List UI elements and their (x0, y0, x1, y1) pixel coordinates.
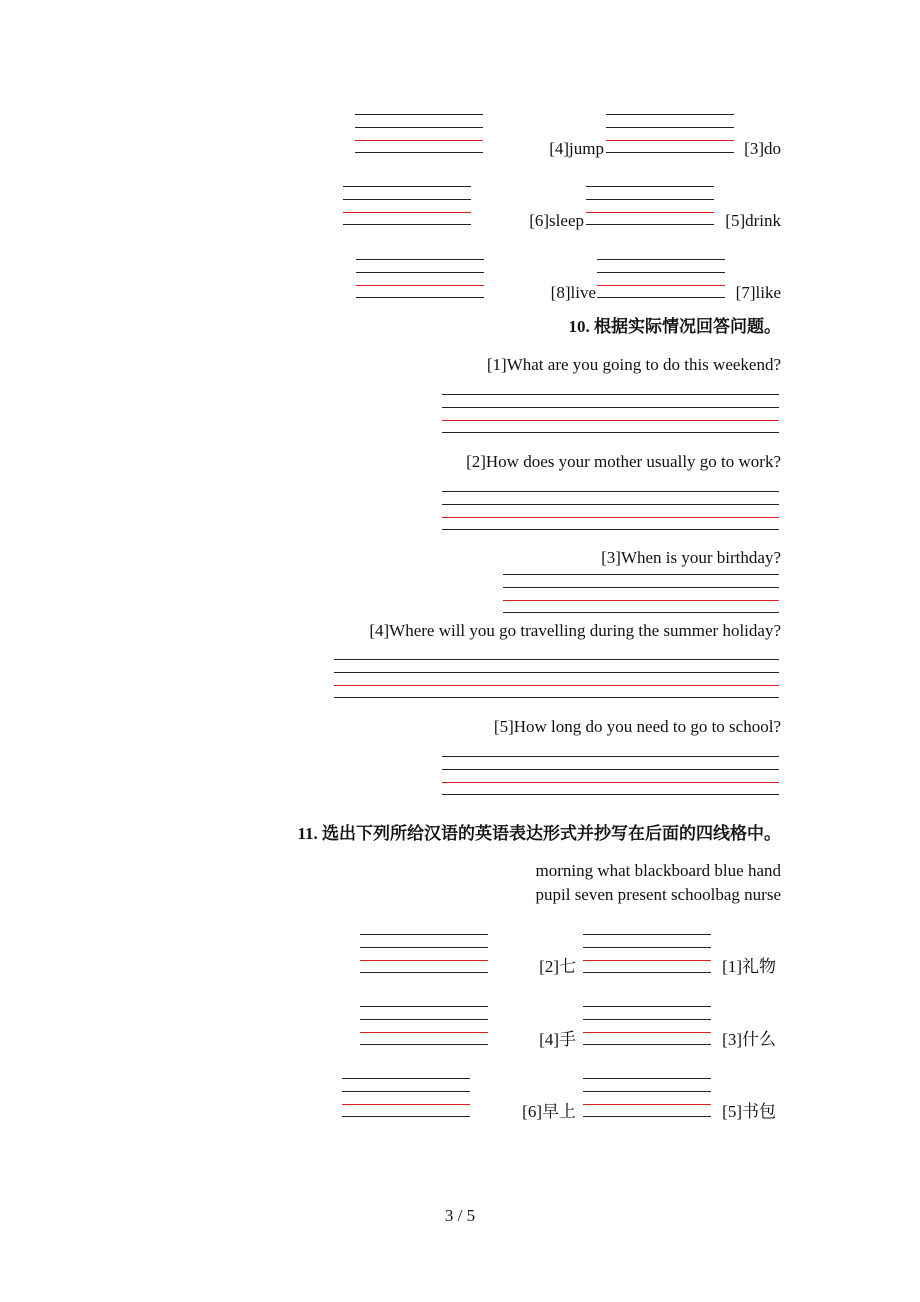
item-label: [1]礼物 (722, 957, 776, 976)
question-4: [4]Where will you go travelling during the summer holiday? (369, 621, 781, 640)
section-instruction: 根据实际情况回答问题。 (594, 317, 781, 336)
item-label: [8]live (550, 283, 596, 302)
answer-grid[interactable] (442, 756, 779, 796)
item-label: [3]do (744, 139, 781, 158)
section-instruction: 选出下列所给汉语的英语表达形式并抄写在后面的四线格中。 (322, 824, 781, 843)
answer-grid[interactable] (442, 394, 779, 434)
question-1: [1]What are you going to do this weekend? (486, 355, 781, 374)
writing-grid[interactable] (355, 114, 483, 154)
word-bank-line-1: morning what blackboard blue hand (535, 861, 781, 880)
item-label: [2]七 (539, 957, 576, 976)
item-label: [3]什么 (722, 1030, 776, 1049)
section-number: 10. (568, 317, 590, 336)
writing-grid[interactable] (583, 1078, 711, 1118)
answer-grid[interactable] (503, 574, 779, 614)
item-label: [5]drink (725, 211, 781, 230)
item-label: [6]sleep (529, 211, 584, 230)
writing-grid[interactable] (597, 259, 725, 299)
writing-grid[interactable] (583, 934, 711, 974)
writing-grid[interactable] (342, 1078, 470, 1118)
writing-grid[interactable] (356, 259, 484, 299)
page-number: 3 / 5 (444, 1206, 476, 1225)
item-label: [6]早上 (522, 1102, 576, 1121)
section-11-title (297, 824, 781, 844)
writing-grid[interactable] (606, 114, 734, 154)
item-label: [5]书包 (722, 1102, 776, 1121)
word-bank-line-2: pupil seven present schoolbag nurse (535, 885, 781, 904)
question-3: [3]When is your birthday? (601, 548, 781, 567)
writing-grid[interactable] (583, 1006, 711, 1046)
question-5: [5]How long do you need to go to school? (493, 717, 781, 736)
writing-grid[interactable] (586, 186, 714, 226)
item-label: [4]jump (549, 139, 604, 158)
item-label: [7]like (735, 283, 781, 302)
answer-grid[interactable] (442, 491, 779, 531)
question-2: [2]How does your mother usually go to work? (466, 452, 781, 471)
item-label: [4]手 (539, 1030, 576, 1049)
answer-grid[interactable] (334, 659, 779, 699)
section-number: 11. (297, 824, 318, 843)
writing-grid[interactable] (360, 1006, 488, 1046)
writing-grid[interactable] (360, 934, 488, 974)
writing-grid[interactable] (343, 186, 471, 226)
section-10-title (569, 317, 782, 337)
